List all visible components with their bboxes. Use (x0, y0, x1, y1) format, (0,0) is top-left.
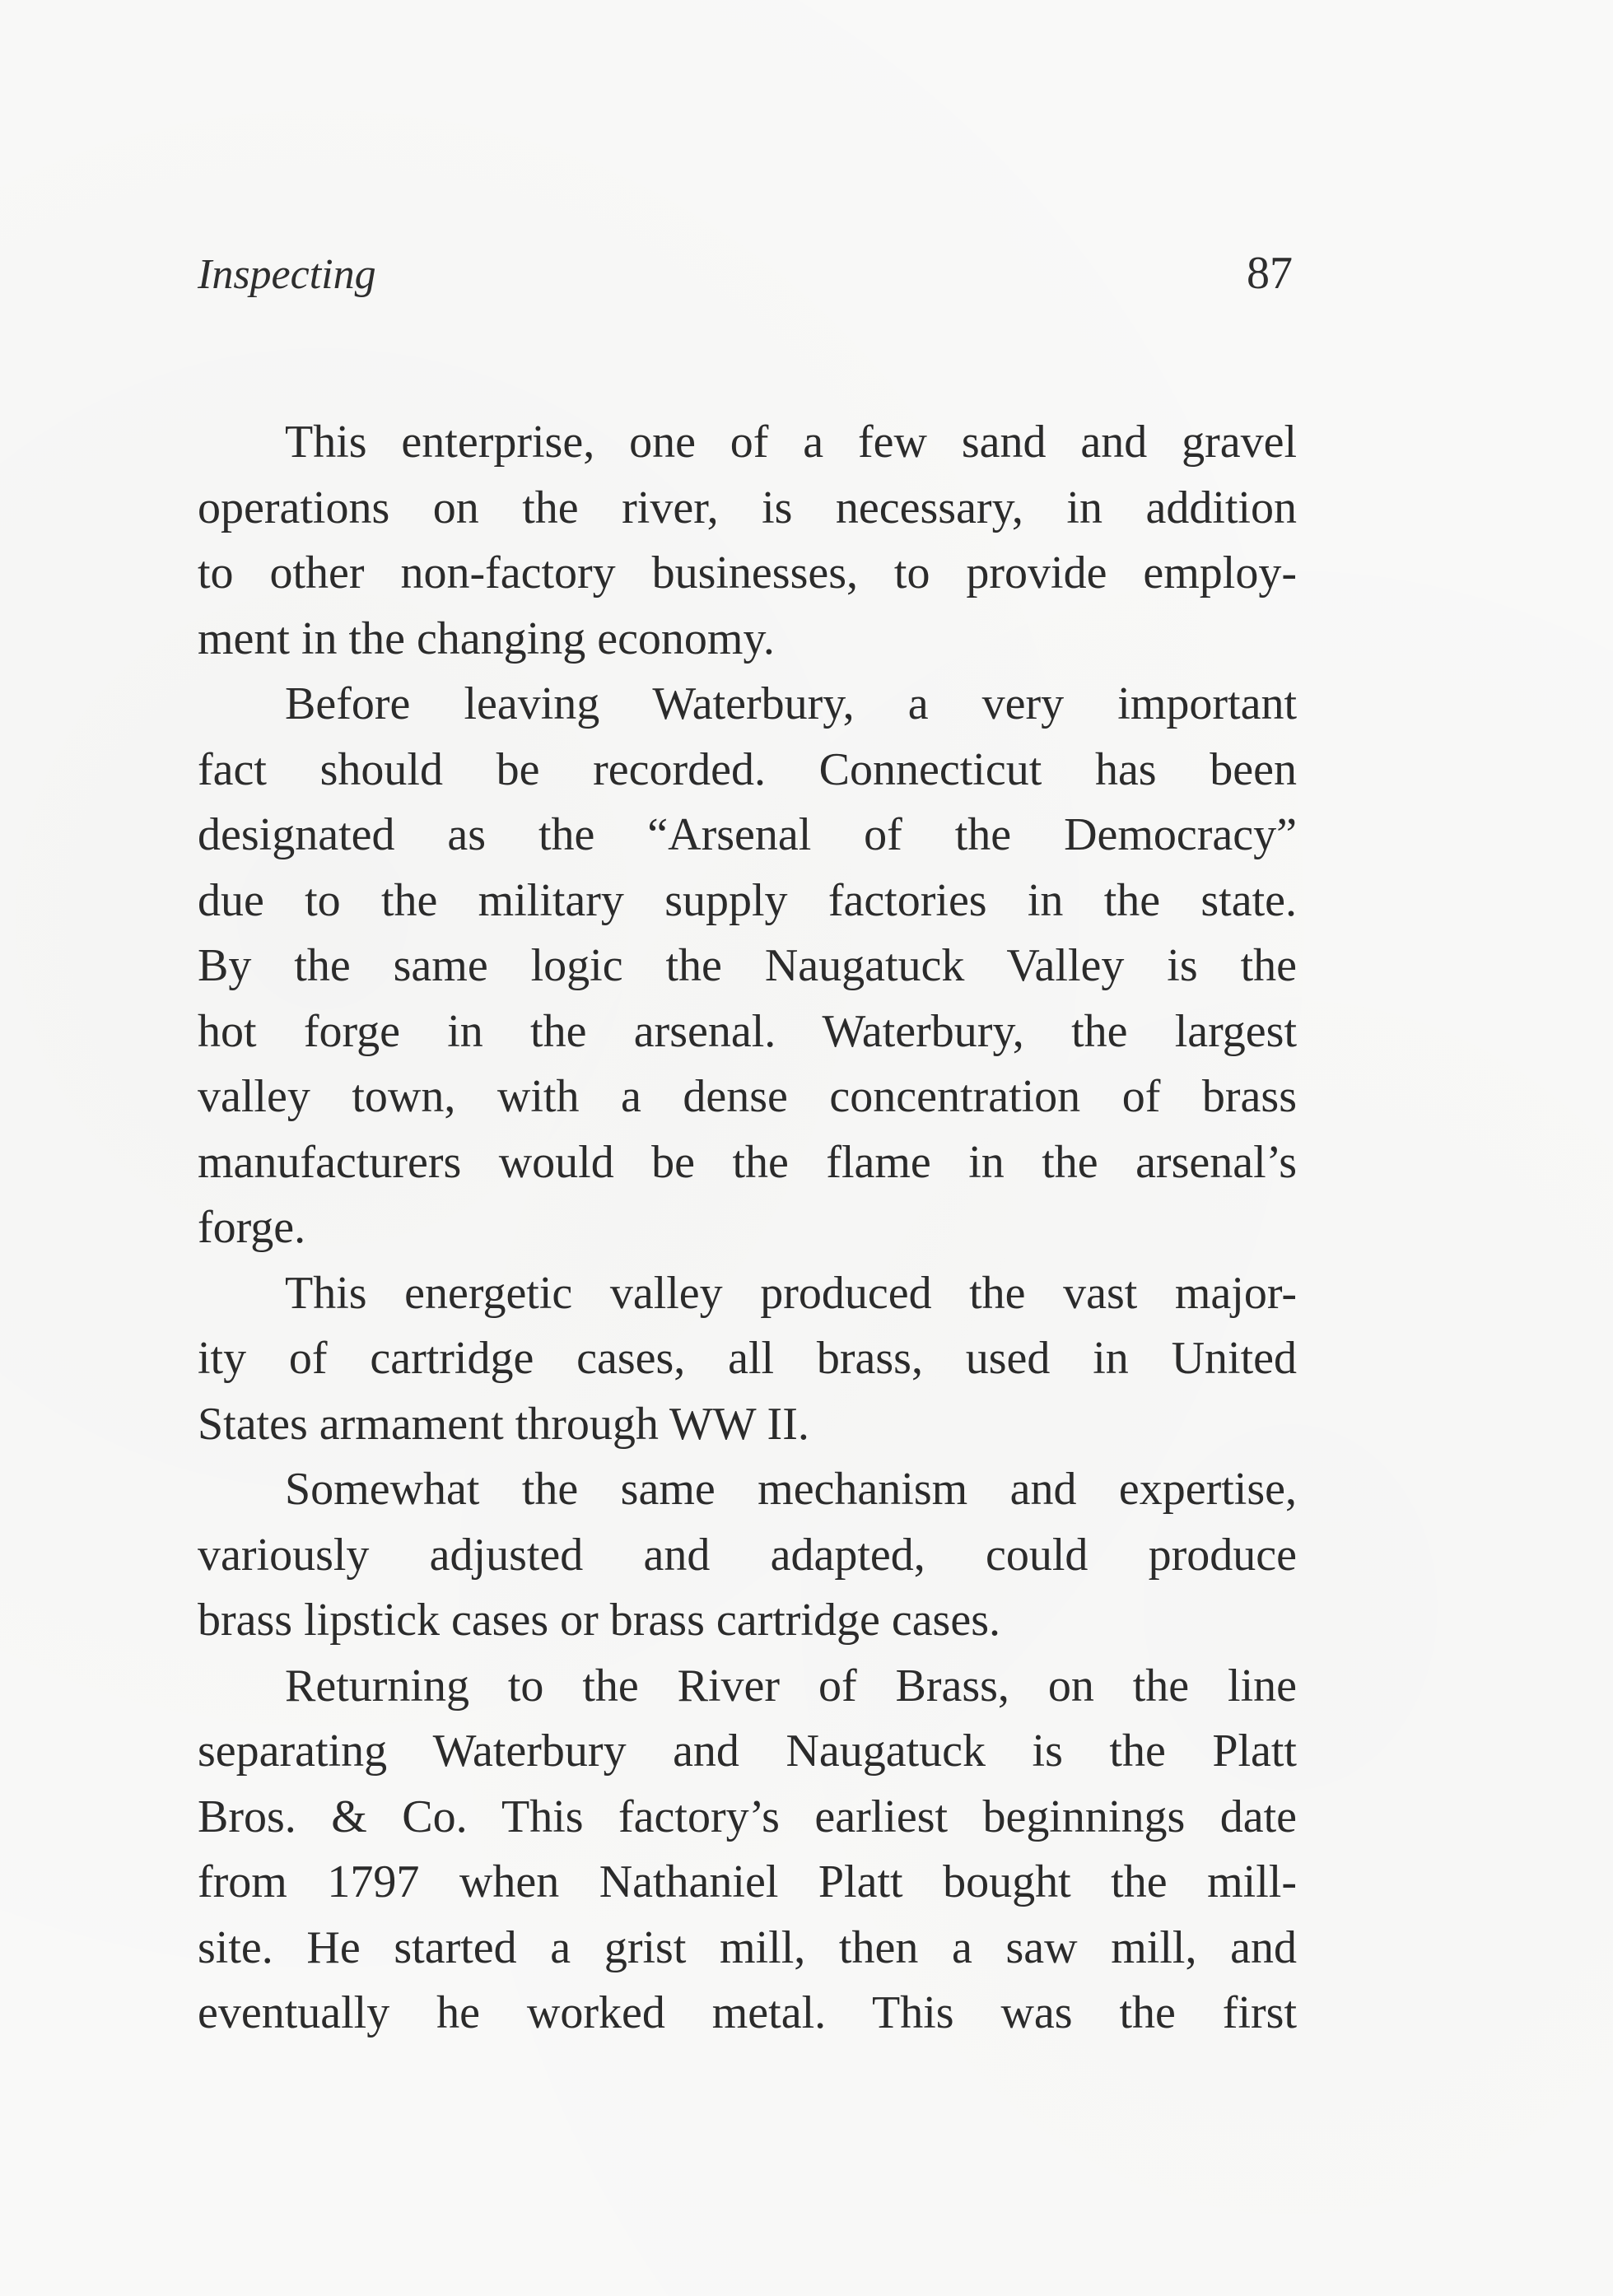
text-line: This enterprise, one of a few sand and gravel (285, 417, 1297, 468)
text-line: operations on the river, is necessary, in addition (198, 482, 1297, 533)
text-line: By the same logic the Naugatuck Valley is the (198, 940, 1297, 991)
text-line: ment in the changing economy. (198, 612, 775, 664)
text-line: ity of cartridge cases, all brass, used in United (198, 1333, 1297, 1384)
text-line: valley town, with a dense concentration of brass (198, 1071, 1297, 1122)
page-number: 87 (1247, 248, 1293, 299)
text-line: Before leaving Waterbury, a very important (285, 678, 1297, 729)
running-title: Inspecting (198, 251, 376, 298)
text-line: due to the military supply factories in the state. (198, 874, 1297, 926)
text-line: separating Waterbury and Naugatuck is the Platt (198, 1725, 1297, 1777)
running-head (198, 247, 1293, 313)
text-line: designated as the “Arsenal of the Democracy” (198, 809, 1297, 860)
text-line: States armament through WW II. (198, 1398, 809, 1450)
text-line: to other non-factory businesses, to provide employ- (198, 547, 1297, 598)
text-line: from 1797 when Nathaniel Platt bought the mill- (198, 1856, 1297, 1907)
text-line: This energetic valley produced the vast major- (285, 1267, 1297, 1319)
text-line: hot forge in the arsenal. Waterbury, the largest (198, 1005, 1297, 1057)
text-line: fact should be recorded. Connecticut has been (198, 743, 1297, 795)
body-text (198, 410, 1297, 2047)
text-line: forge. (198, 1202, 306, 1253)
text-line: eventually he worked metal. This was the first (198, 1987, 1297, 2038)
text-line: site. He started a grist mill, then a saw mill, and (198, 1921, 1297, 1973)
text-line: manufacturers would be the flame in the arsenal’s (198, 1136, 1297, 1188)
text-line: Somewhat the same mechanism and expertise, (285, 1464, 1297, 1515)
text-line: Bros. & Co. This factory’s earliest beginnings date (198, 1791, 1297, 1842)
text-line: Returning to the River of Brass, on the line (285, 1660, 1297, 1712)
text-line: variously adjusted and adapted, could produce (198, 1529, 1297, 1581)
text-line: brass lipstick cases or brass cartridge cases. (198, 1595, 1000, 1646)
